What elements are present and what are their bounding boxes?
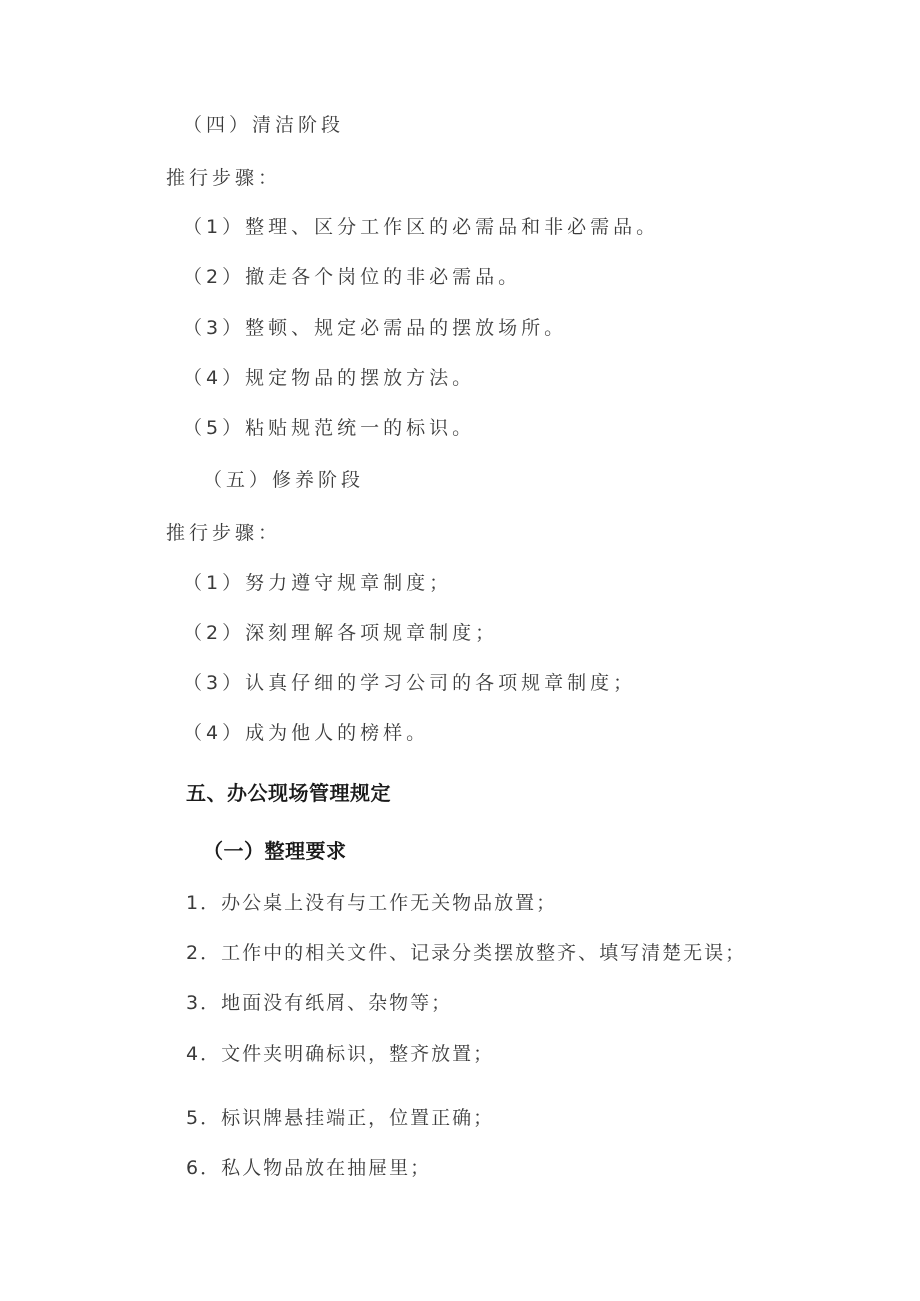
step-item: （5）粘贴规范统一的标识。: [183, 417, 476, 439]
requirement-item: 3．地面没有纸屑、杂物等；: [186, 992, 453, 1014]
requirement-item: 6．私人物品放在抽屉里；: [186, 1157, 432, 1179]
section-heading-cleaning: （四）清洁阶段: [183, 114, 345, 136]
step-item: （4）规定物品的摆放方法。: [183, 367, 476, 389]
step-item: （3）认真仔细的学习公司的各项规章制度；: [183, 672, 637, 694]
requirement-item: 4．文件夹明确标识，整齐放置；: [186, 1043, 495, 1065]
steps-label: 推行步骤：: [166, 522, 282, 544]
step-item: （3）整顿、规定必需品的摆放场所。: [183, 317, 568, 339]
step-item: （1）整理、区分工作区的必需品和非必需品。: [183, 216, 660, 238]
step-item: （2）深刻理解各项规章制度；: [183, 622, 499, 644]
subsection-heading-sorting: （一）整理要求: [203, 839, 347, 863]
steps-label: 推行步骤：: [166, 167, 282, 189]
requirement-item: 1．办公桌上没有与工作无关物品放置；: [186, 892, 558, 914]
step-item: （4）成为他人的榜样。: [183, 722, 430, 744]
requirement-item: 2．工作中的相关文件、记录分类摆放整齐、填写清楚无误；: [186, 942, 747, 964]
requirement-item: 5．标识牌悬挂端正，位置正确；: [186, 1107, 495, 1129]
section-heading-cultivation: （五）修养阶段: [203, 469, 365, 491]
chapter-title: 五、办公现场管理规定: [186, 781, 391, 805]
step-item: （2）撤走各个岗位的非必需品。: [183, 266, 522, 288]
step-item: （1）努力遵守规章制度；: [183, 572, 453, 594]
